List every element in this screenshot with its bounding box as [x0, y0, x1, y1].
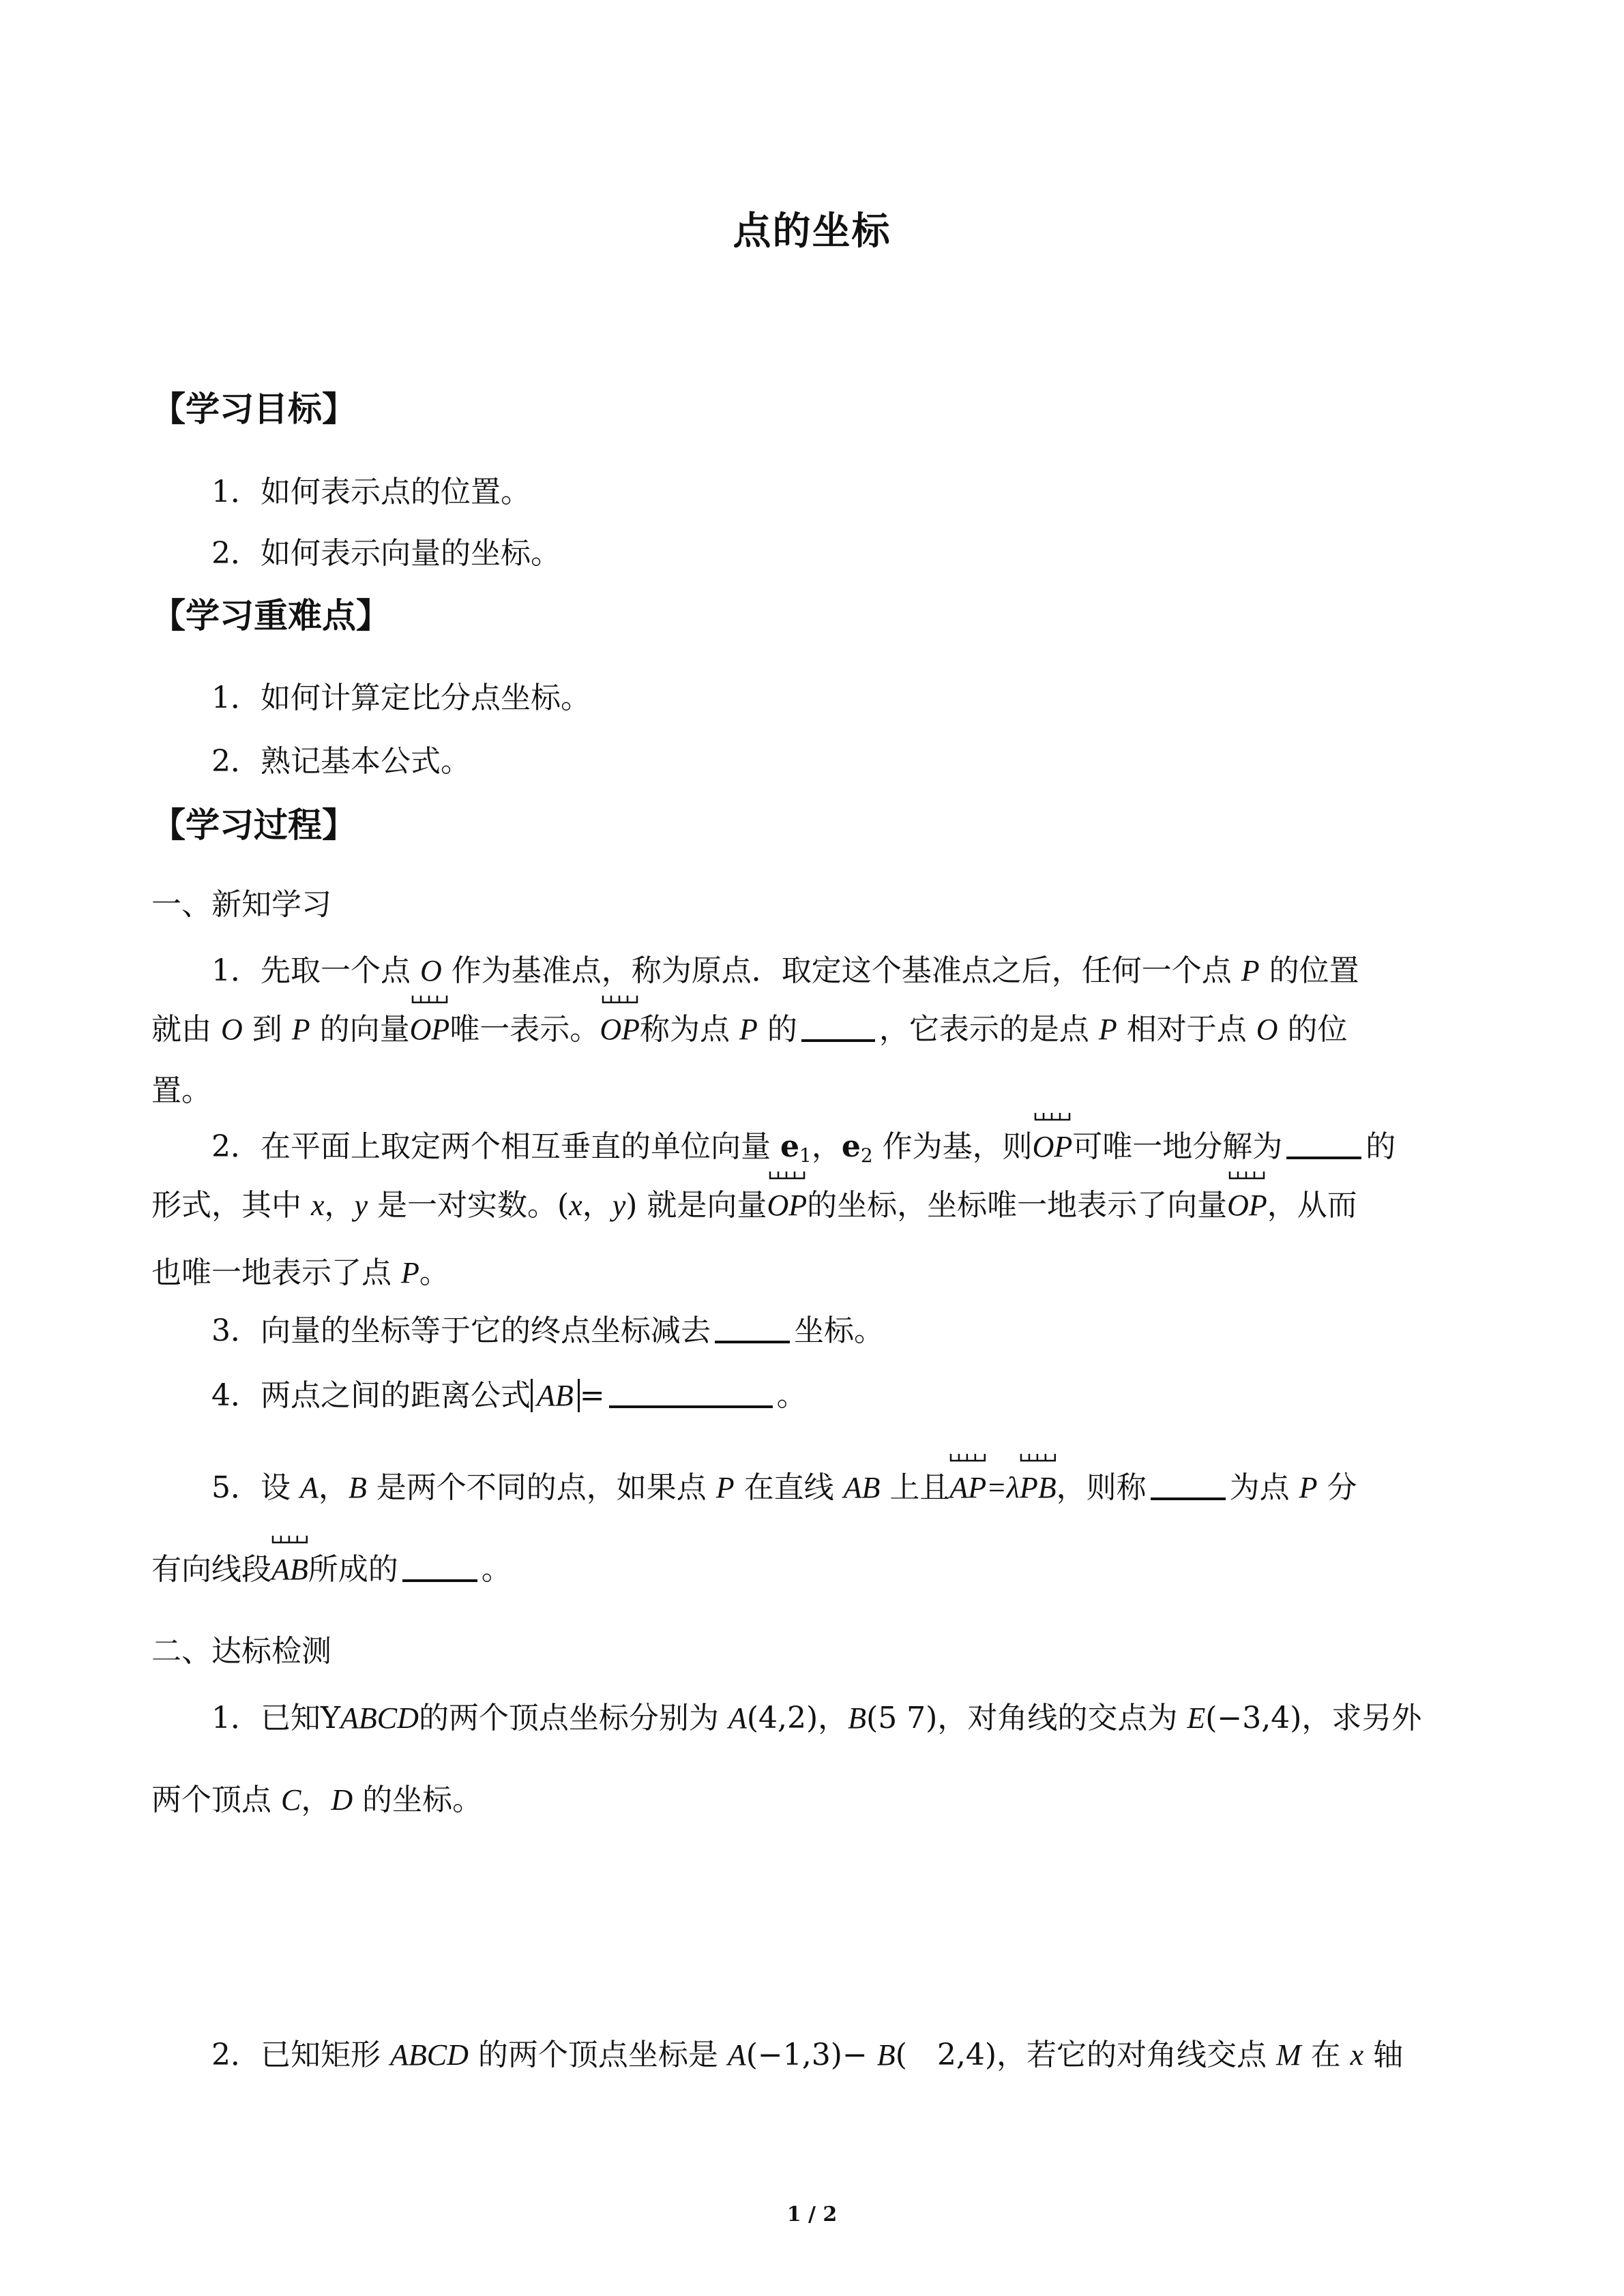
math-var: D: [331, 1783, 353, 1817]
text: 称为点: [639, 1012, 739, 1047]
math-coord: (−3,4): [1205, 1701, 1302, 1735]
q1-line-3: 置。: [151, 1073, 211, 1108]
text: =: [579, 1378, 605, 1413]
text: 轴: [1363, 2038, 1404, 2072]
goal-item-1: 1．如何表示点的位置。: [211, 475, 531, 509]
text: ) 就是向量: [625, 1188, 767, 1223]
text: 1．先取一个点: [211, 953, 420, 988]
math-var: x: [311, 1189, 325, 1222]
text: −: [842, 2038, 877, 2072]
text: 的两个顶点坐标是: [468, 2038, 728, 2072]
text: 。: [776, 1378, 807, 1413]
answer-blank[interactable]: [801, 1012, 875, 1042]
q2-line-3: [151, 1251, 1475, 1295]
vector-arrow-icon: [1020, 1452, 1057, 1462]
math-var: x: [1350, 2038, 1364, 2072]
q5-line-1: [211, 1466, 1535, 1510]
answer-blank[interactable]: [1286, 1129, 1361, 1159]
section-heading-process: 【学习过程】: [151, 805, 356, 845]
text: ，: [301, 1783, 331, 1817]
math-var: M: [1276, 2038, 1301, 2072]
text: 可唯一地分解为: [1072, 1129, 1283, 1164]
vector-OP: [1227, 1184, 1267, 1227]
text: 两个顶点: [151, 1783, 281, 1817]
text: 所成的: [308, 1552, 398, 1587]
math-coord: (4,2): [746, 1701, 818, 1735]
answer-blank[interactable]: [1151, 1470, 1226, 1500]
text: 的位: [1278, 1012, 1348, 1047]
math-var: OP: [409, 1013, 450, 1046]
text: 是一对实数。(: [368, 1188, 570, 1223]
text: 为点: [1229, 1470, 1299, 1505]
answer-blank[interactable]: [402, 1552, 477, 1582]
text: 的: [1365, 1129, 1396, 1164]
q2-line-2: [151, 1184, 1475, 1227]
text: ，从而: [1267, 1188, 1357, 1223]
math-var: P: [1299, 1471, 1318, 1504]
vector-OP: [767, 1184, 807, 1227]
text: 2．已知矩形: [211, 2038, 390, 2072]
math-var: O: [1256, 1013, 1278, 1046]
q1-line-1: [211, 949, 1535, 993]
q3-line: [211, 1309, 1535, 1353]
text: ，若它的对角线交点: [996, 2038, 1276, 2072]
text: 3．向量的坐标等于它的终点坐标减去: [211, 1313, 711, 1348]
text: ，它表示的是点: [879, 1012, 1099, 1047]
text: 的向量: [310, 1012, 410, 1047]
math-coord: ( 2,4): [895, 2038, 996, 2072]
text: ，: [818, 1701, 848, 1735]
math-var: O: [419, 954, 442, 987]
q1-line-2: [151, 1008, 1475, 1052]
goal-item-2: 2．如何表示向量的坐标。: [211, 536, 561, 571]
text: 坐标。: [794, 1313, 884, 1348]
text: 上且: [880, 1470, 950, 1505]
text: ，: [318, 1470, 349, 1505]
text: 也唯一地表示了点: [151, 1255, 401, 1290]
text: 作为基准点，称为原点．取定这个基准点之后，任何一个点: [441, 953, 1241, 988]
math-var: e: [780, 1129, 799, 1164]
vector-PB: [1020, 1466, 1057, 1510]
vector-arrow-icon: [1227, 1170, 1267, 1180]
part1-title: 一、新知学习: [151, 887, 331, 922]
math-var: B: [876, 2038, 896, 2072]
p1-line-1: [211, 1697, 1535, 1740]
text: ，: [324, 1188, 355, 1223]
math-var: AP: [949, 1471, 987, 1504]
text: 的位置: [1259, 953, 1359, 988]
parallelogram-symbol: Y: [321, 1701, 341, 1735]
text: ，求另外: [1301, 1701, 1422, 1735]
answer-blank[interactable]: [715, 1313, 790, 1343]
text: 的坐标，坐标唯一地表示了向量: [807, 1188, 1228, 1223]
vector-arrow-icon: [271, 1534, 308, 1544]
text: 4．两点之间的距离公式: [211, 1378, 531, 1413]
math-var: A: [299, 1471, 319, 1504]
math-var: PB: [1019, 1471, 1057, 1504]
page-number: 1 / 2: [786, 2203, 838, 2226]
math-var: OP: [600, 1013, 640, 1046]
text: 在直线: [734, 1470, 844, 1505]
math-var: ABCD: [340, 1701, 419, 1735]
math-var: C: [281, 1783, 301, 1817]
vector-arrow-icon: [1033, 1112, 1073, 1121]
text: 1．已知: [211, 1701, 321, 1735]
math-var: OP: [767, 1189, 808, 1222]
part2-title: 二、达标检测: [151, 1634, 331, 1669]
key-point-item-1: 1．如何计算定比分点坐标。: [211, 681, 591, 715]
q2-line-1: [211, 1125, 1535, 1178]
text: 在: [1301, 2038, 1350, 2072]
math-var: P: [291, 1013, 310, 1046]
math-var: O: [221, 1013, 243, 1046]
text: ，: [582, 1188, 612, 1223]
q4-line: [211, 1374, 1535, 1418]
math-var: e: [841, 1129, 861, 1164]
p2-line-1: [211, 2033, 1535, 2077]
text: 的: [757, 1012, 797, 1047]
vector-AB: [271, 1548, 308, 1592]
text: ，: [811, 1129, 842, 1164]
text: ，则称: [1056, 1470, 1147, 1505]
text: 有向线段: [151, 1552, 271, 1587]
math-var: y: [354, 1189, 368, 1222]
p1-line-2: [151, 1778, 1475, 1822]
math-var: P: [715, 1471, 735, 1504]
vector-OP: [410, 1008, 450, 1052]
text: 5．设: [211, 1470, 300, 1505]
math-var: x: [569, 1189, 582, 1222]
math-var: AB: [271, 1553, 308, 1586]
section-heading-key-points: 【学习重难点】: [151, 596, 390, 636]
vector-OP: [1033, 1125, 1073, 1169]
math-var: A: [728, 1701, 747, 1735]
vector-arrow-icon: [410, 994, 450, 1004]
section-heading-goals: 【学习目标】: [151, 389, 356, 429]
answer-blank[interactable]: [609, 1378, 773, 1408]
vector-OP: [600, 1008, 640, 1052]
math-var: OP: [1227, 1189, 1267, 1222]
math-var: y: [612, 1189, 626, 1222]
text: 的坐标。: [353, 1783, 483, 1817]
text: 。: [419, 1255, 449, 1290]
text: 相对于点: [1117, 1012, 1256, 1047]
subscript: 2: [860, 1144, 873, 1167]
math-var: ABCD: [389, 2038, 469, 2072]
text: 分: [1317, 1470, 1357, 1505]
page-title: 点的坐标: [733, 209, 891, 254]
text: 形式，其中: [151, 1188, 311, 1223]
text: 唯一表示。: [449, 1012, 600, 1047]
math-var: B: [848, 1701, 867, 1735]
math-coord: (5 7): [866, 1701, 938, 1735]
text: 。: [481, 1552, 512, 1587]
math-var: B: [348, 1471, 367, 1504]
vector-AP: [949, 1466, 986, 1510]
math-abs: AB: [531, 1379, 580, 1412]
math-var: AB: [843, 1471, 881, 1504]
math-var: P: [1241, 954, 1260, 987]
vector-arrow-icon: [767, 1170, 807, 1180]
vector-arrow-icon: [600, 994, 640, 1004]
vector-arrow-icon: [949, 1452, 986, 1462]
text: 作为基，则: [872, 1129, 1033, 1164]
text: 是两个不同的点，如果点: [366, 1470, 716, 1505]
math-coord: (−1,3): [745, 2038, 842, 2072]
text: ，对角线的交点为: [937, 1701, 1187, 1735]
subscript: 1: [799, 1144, 812, 1167]
math-var: P: [1098, 1013, 1117, 1046]
text: 到: [242, 1012, 292, 1047]
text: 就由: [151, 1012, 221, 1047]
math-var: P: [401, 1256, 419, 1289]
math-op: =λ: [986, 1471, 1020, 1504]
math-var: P: [739, 1013, 758, 1046]
math-var: A: [727, 2038, 746, 2072]
text: 2．在平面上取定两个相互垂直的单位向量: [211, 1129, 780, 1164]
text: 的两个顶点坐标分别为: [418, 1701, 728, 1735]
math-var: E: [1187, 1701, 1206, 1735]
math-var: OP: [1032, 1130, 1073, 1163]
q5-line-2: [151, 1548, 1475, 1592]
key-point-item-2: 2．熟记基本公式。: [211, 744, 471, 779]
